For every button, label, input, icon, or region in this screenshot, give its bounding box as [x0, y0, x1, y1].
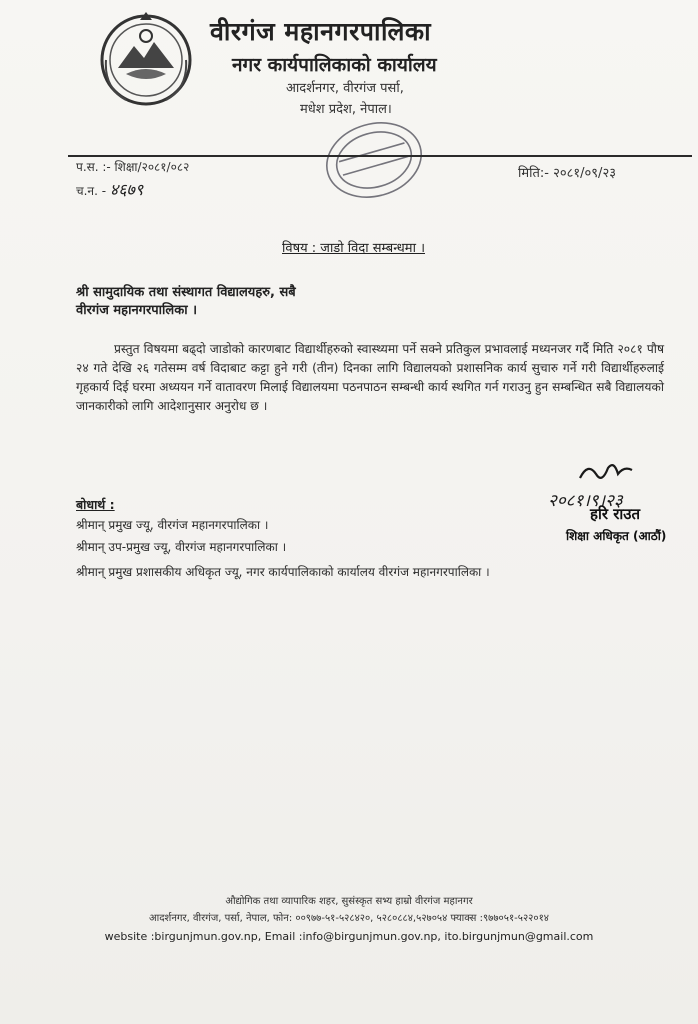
- signatory-name: हरि राउत: [590, 505, 640, 523]
- signature-date: २०८१।९।२३: [548, 491, 623, 511]
- addressee-line2: वीरगंज महानगरपालिका ।: [76, 303, 198, 318]
- letter-date: मिति:- २०८१/०९/२३: [518, 166, 616, 181]
- letter-body: प्रस्तुत विषयमा बढ्दो जाडोको कारणबाट विद्यार्थीहरुको स्वास्थ्यमा पर्ने सक्ने प्रतिकुल प्रभावलाई मध्यनजर गर्दै मिति २०८१ पौष २४ गते देखि २६ गतेसम्म वर्ष विदाबाट कट्टा हुने गरी (तीन) दिनका लागि विद्यालयको प्रशासनिक कार्य सुचारु गर्ने गरी विद्यार्थीहरुलाई गृहकार्य दिई घरमा अध्ययन गर्ने वातावरण मिलाई विद्यालयमा पठनपाठन सम्बन्धी कार्य स्थगित गर्न गराउनु हुन सम्बन्धित सबै विद्यालयको जानकारीको लागि आदेशानुसार अनुरोध छ ।: [76, 342, 664, 413]
- dispatch-label: च.न. -: [76, 184, 107, 198]
- letter-reference-number: प.स. :- शिक्षा/२०८१/०८२: [76, 160, 190, 174]
- header-divider: [68, 155, 692, 157]
- dispatch-value: ४६७९: [109, 180, 144, 199]
- office-stamp-icon: [318, 112, 430, 208]
- signatory-title: शिक्षा अधिकृत (आठौं): [566, 529, 667, 543]
- office-subtitle: नगर कार्यपालिकाको कार्यालय: [232, 54, 437, 76]
- cc-heading: बोधार्थ :: [76, 497, 115, 512]
- municipality-emblem-icon: [96, 8, 196, 108]
- cc-item: श्रीमान् प्रमुख प्रशासकीय अधिकृत ज्यू, नगर कार्यपालिकाको कार्यालय वीरगंज महानगरपालिका ।: [76, 565, 490, 579]
- addressee-line1: श्री सामुदायिक तथा संस्थागत विद्यालयहरु, सबै: [76, 285, 296, 300]
- office-address-line2: मधेश प्रदेश, नेपाल।: [300, 102, 392, 117]
- footer-slogan: औद्योगिक तथा व्यापारिक शहर, सुसंस्कृत सभ्य हाम्रो वीरगंज महानगर: [225, 896, 473, 907]
- office-address-line1: आदर्शनगर, वीरगंज पर्सा,: [286, 81, 404, 96]
- footer-contact: आदर्शनगर, वीरगंज, पर्सा, नेपाल, फोन: ००९७७-५१-५२८४२०, ५२८०८८४,५२७०५४ फ्याक्स :९७७०५१-५२२०१४: [149, 913, 549, 924]
- dispatch-number: [76, 178, 143, 200]
- footer-web-email: website :birgunjmun.gov.np, Email :info@birgunjmun.gov.np, ito.birgunjmun@gmail.com: [104, 930, 594, 943]
- cc-item: श्रीमान् प्रमुख ज्यू, वीरगंज महानगरपालिका ।: [76, 518, 269, 532]
- cc-item: श्रीमान् उप-प्रमुख ज्यू, वीरगंज महानगरपालिका ।: [76, 540, 287, 554]
- letter-subject: विषय : जाडो विदा सम्बन्धमा ।: [282, 241, 425, 256]
- office-title: वीरगंज महानगरपालिका: [210, 17, 432, 46]
